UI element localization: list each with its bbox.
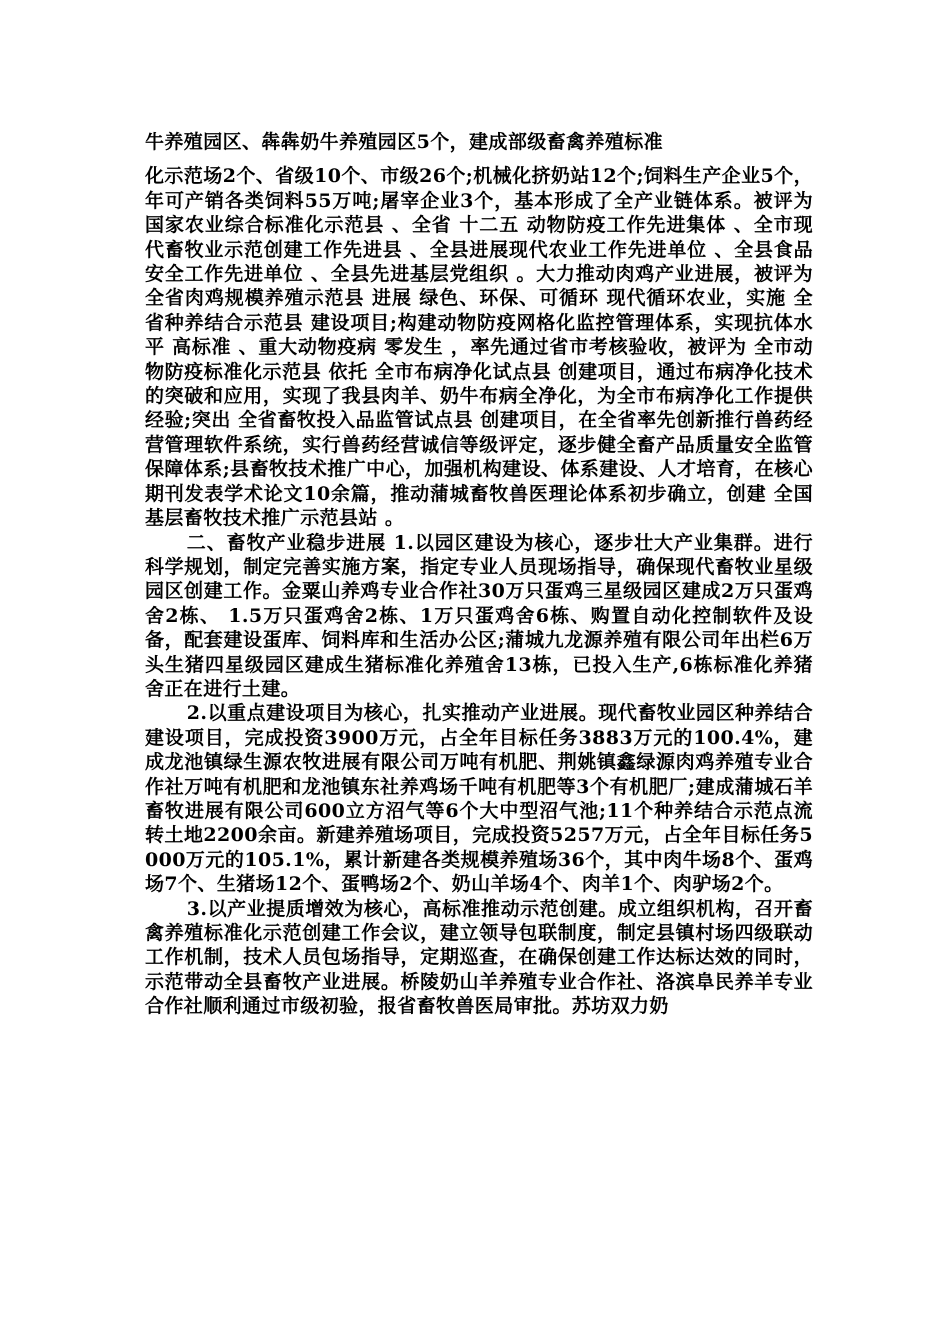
document-page [145,130,813,1019]
paragraph-demonstration: 3.以产业提质增效为核心，高标准推动示范创建。成立组织机构，召开畜禽养殖标准化示范创建工作会议，建立领导包联制度，制定县镇村场四级联动工作机制，技术人员包场指导，定期巡查，在确保创建工作达标达效的同时，示范带动全县畜牧产业进展。桥陵奶山羊养殖专业合作社、洛滨阜民养羊专业合作社顺利通过市级初验，报省畜牧兽医局审批。苏坊双力奶 [145,897,813,1018]
paragraph-section-two: 二、畜牧产业稳步进展 1.以园区建设为核心，逐步壮大产业集群。进行科学规划，制定完善实施方案，指定专业人员现场指导，确保现代畜牧业星级园区创建工作。金粟山养鸡专业合作社30万只蛋鸡三星级园区建成2万只蛋鸡舍2栋、 1.5万只蛋鸡舍2栋、1万只蛋鸡舍6栋、购置自动化控制软件及设备，配套建设蛋库、饲料库和生活办公区;蒲城九龙源养殖有限公司年出栏6万头生猪四星级园区建成生猪标准化养殖舍13栋，已投入生产,6栋标准化养猪舍正在进行土建。 [145,531,813,700]
paragraph-continuation: 牛养殖园区、犇犇奶牛养殖园区5个，建成部级畜禽养殖标准 [145,131,664,153]
paragraph-key-projects: 2.以重点建设项目为核心，扎实推动产业进展。现代畜牧业园区种养结合建设项目，完成投资3900万元，占全年目标任务3883万元的100.4%，建成龙池镇绿生源农牧进展有限公司万吨有机肥、荆姚镇鑫绿源肉鸡养殖专业合作社万吨有机肥和龙池镇东社养鸡场千吨有机肥等3个有机肥厂;建成蒲城石羊畜牧进展有限公司600立方沼气等6个大中型沼气池;11个种养结合示范点流转土地2200余亩。新建养殖场项目，完成投资5257万元，占全年目标任务5000万元的105.1%，累计新建各类规模养殖场36个，其中肉牛场8个、蛋鸡场7个、生猪场12个、蛋鸭场2个、奶山羊场4个、肉羊1个、肉驴场2个。 [145,702,813,896]
paragraph-achievements: 化示范场2个、省级10个、市级26个;机械化挤奶站12个;饲料生产企业5个，年可产销各类饲料55万吨;屠宰企业3个，基本形成了全产业链体系。被评为 国家农业综合标准化示范县 、全省 十二五 动物防疫工作先进集体 、全市现代畜牧业示范创建工作先进县 、全县进展现代农业工作先进单位 、全县食品安全工作先进单位 、全县先进基层党组织 。大力推动肉鸡产业进展，被评为 全省肉鸡规模养殖示范县 进展 绿色、环保、可循环 现代循环农业，实施 全省种养结合示范县 建设项目;构建动物防疫网格化监控管理体系，实现抗体水平 高标准 、重大动物疫病 零发生 ，率先通过省市考核验收，被评为 全市动物防疫标准化示范县 依托 全市布病净化试点县 创建项目，通过布病净化技术 的突破和应用，实现了我县肉羊、奶牛布病全净化，为全市布病净化工作提供经验;突出 全省畜牧投入品监管试点县 创建项目，在全省率先创新推行兽药经营管理软件系统，实行兽药经营诚信等级评定，逐步健全畜产品质量安全监管保障体系;县畜牧技术推广中心，加强机构建设、体系建设、人才培育，在核心期刊发表学术论文10余篇，推动蒲城畜牧兽医理论体系初步确立，创建 全国基层畜牧技术推广示范县站 。 [145,165,813,530]
